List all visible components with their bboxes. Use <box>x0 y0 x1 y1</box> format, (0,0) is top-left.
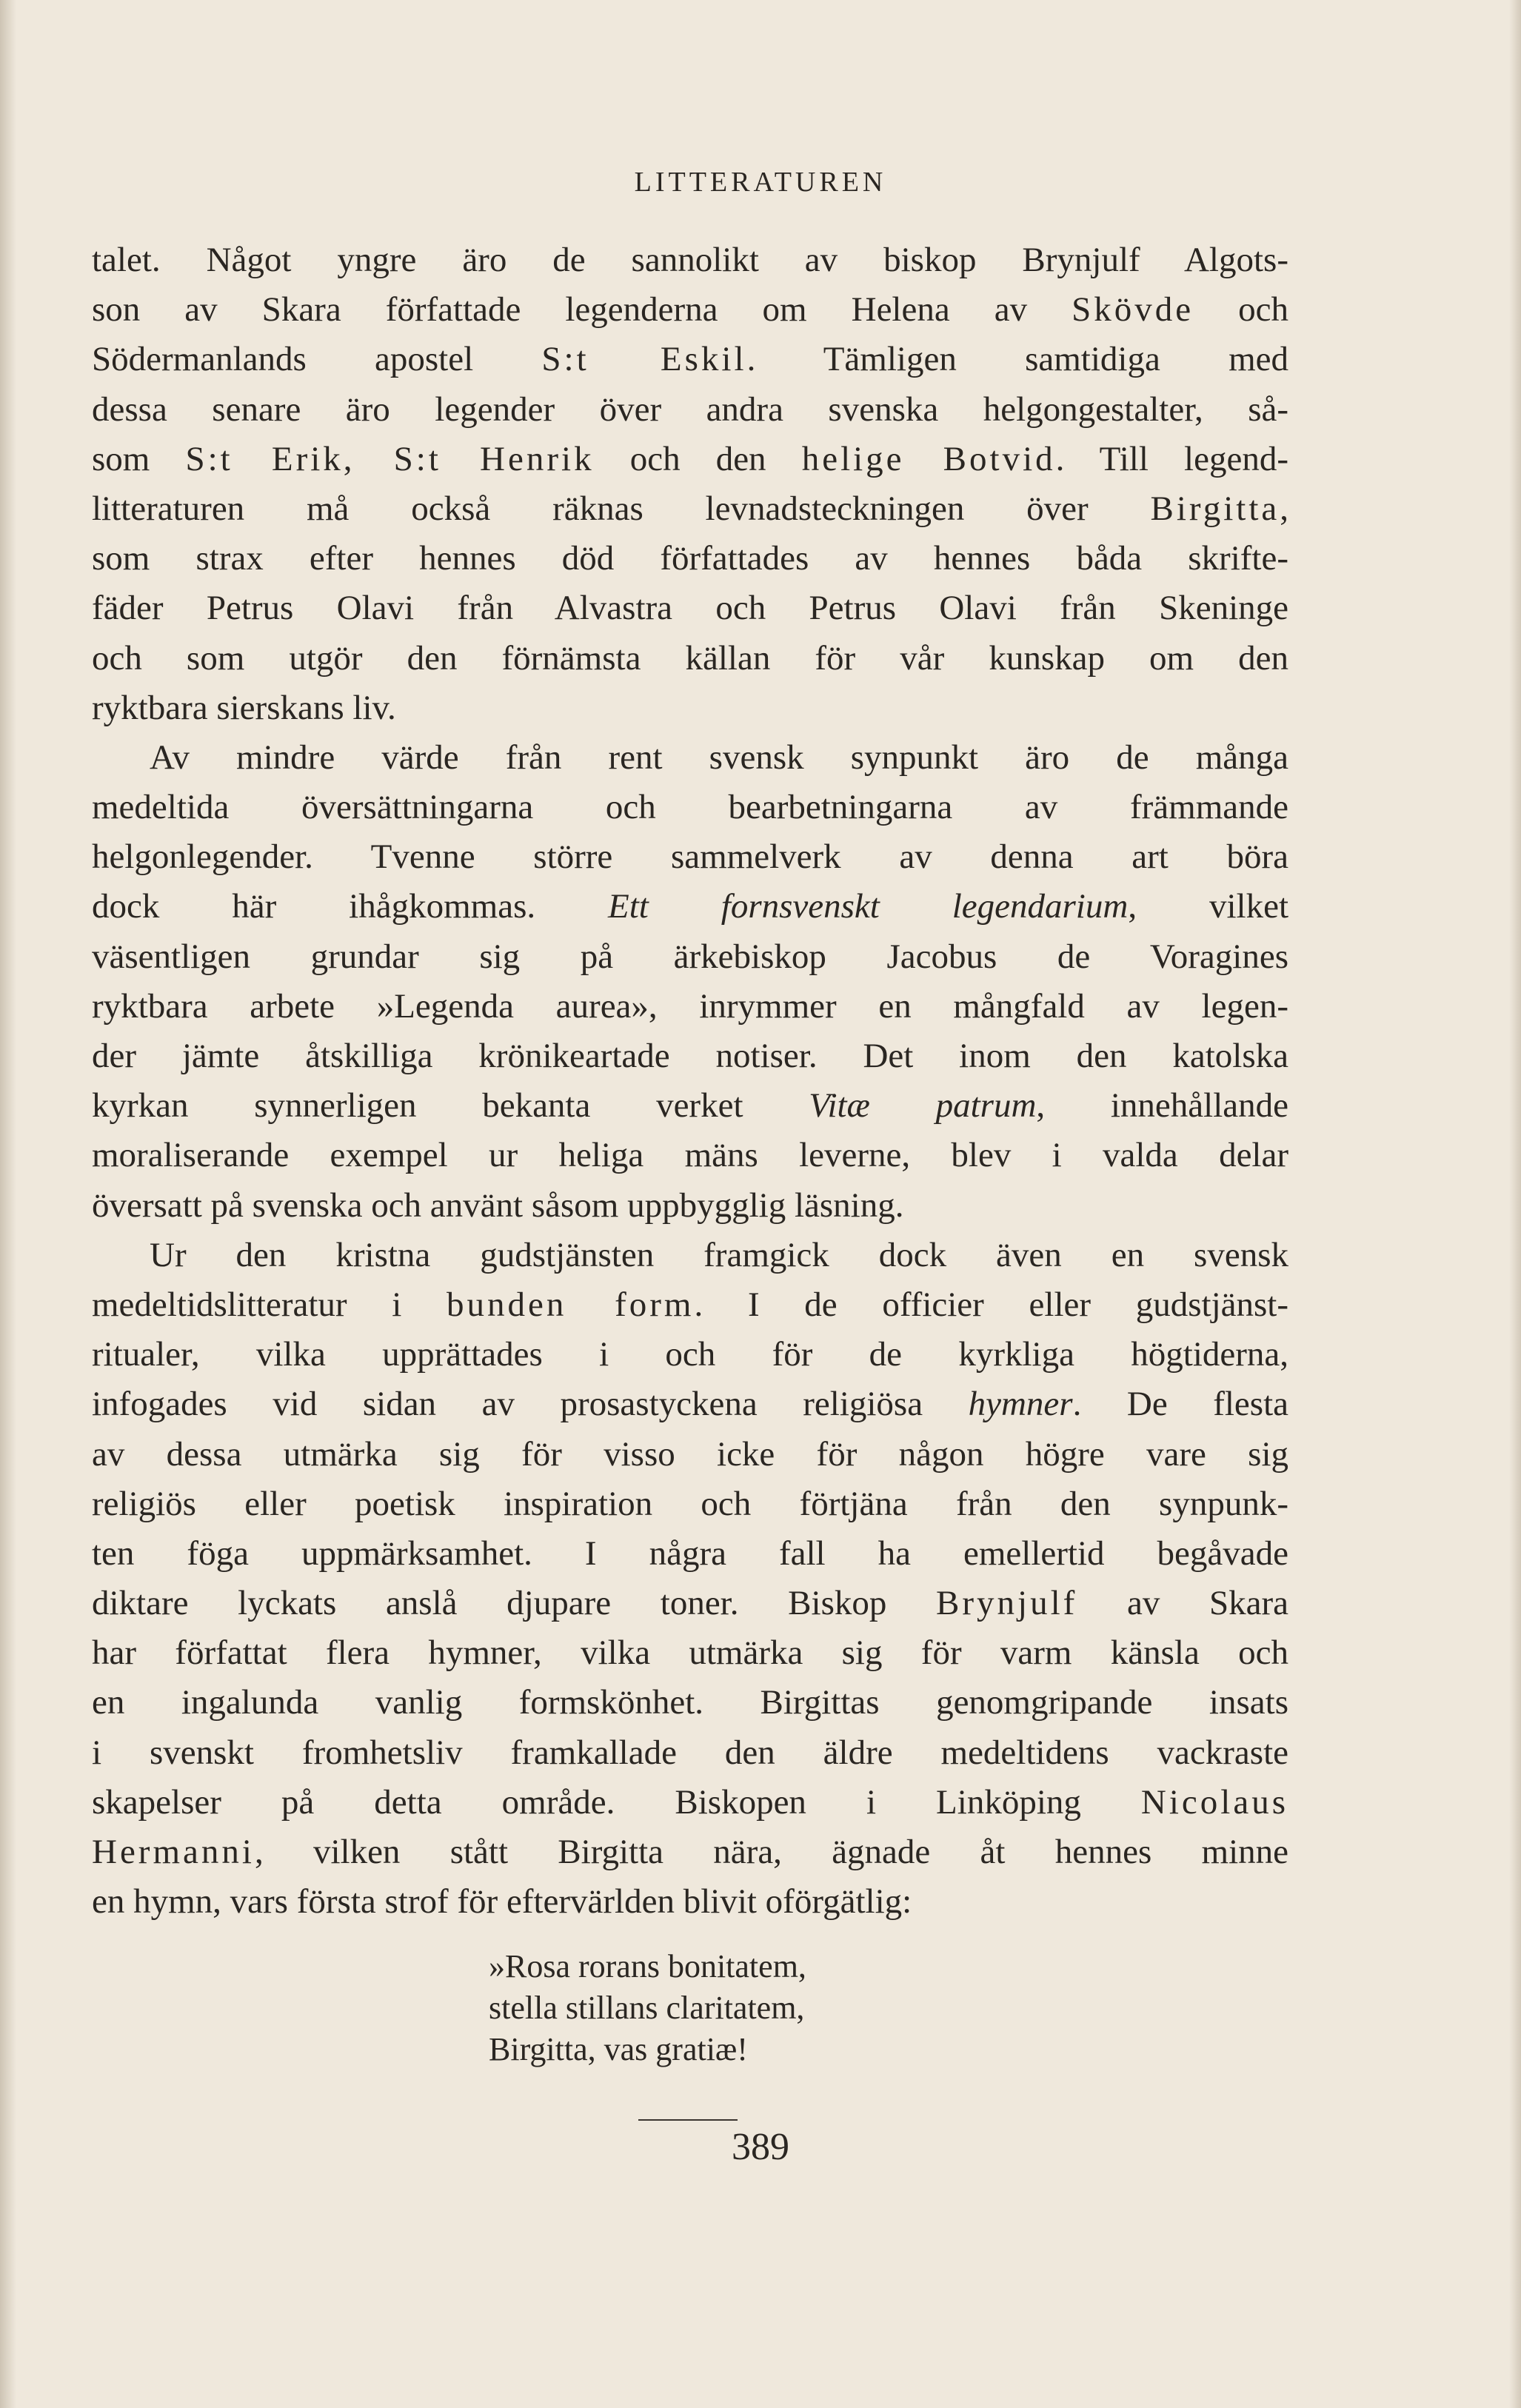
text-line <box>92 1529 1288 1579</box>
text-line <box>92 1081 1288 1131</box>
text-span: talet. Något yngre äro de sannolikt av biskop Brynjulf Algots- <box>92 241 1288 279</box>
hymn-verse <box>489 1946 806 2070</box>
verse-line: Birgitta, vas gratiæ! <box>489 2031 748 2067</box>
text-span: medeltidslitteratur i <box>92 1285 447 1324</box>
text-span: , <box>1280 489 1288 528</box>
text-span: diktare lyckats anslå djupare toner. Biskop <box>92 1584 937 1623</box>
spaced-name: S:t Eskil <box>541 340 747 379</box>
text-span: som strax efter hennes död författades av hennes båda skrifte- <box>92 539 1288 578</box>
text-span: översatt på svenska och använt såsom uppbygglig läsning. <box>92 1185 904 1225</box>
text-span: infogades vid sidan av prosastyckena religiösa <box>92 1385 969 1424</box>
text-span: och <box>1194 290 1288 330</box>
text-line <box>92 1031 1288 1081</box>
text-span: son av Skara författade legenderna om Helena av <box>92 290 1072 330</box>
text-span: ryktbara arbete »Legenda aurea», inrymmer en mångfald av legen- <box>92 986 1288 1026</box>
text-line <box>92 1330 1288 1379</box>
text-span: Södermanlands apostel <box>92 340 542 379</box>
spaced-name: Brynjulf <box>936 1584 1078 1623</box>
text-line <box>92 1379 1288 1429</box>
text-line <box>92 1827 1288 1877</box>
text-span: av Skara <box>1077 1584 1289 1623</box>
text-line <box>92 285 1288 335</box>
text-span: der jämte åtskilliga krönikeartade notiser. Det inom den katolska <box>92 1037 1288 1075</box>
text-line <box>92 634 1288 683</box>
spaced-name: helige Botvid <box>801 439 1056 478</box>
text-line <box>92 534 1288 583</box>
text-span: religiös eller poetisk inspiration och förtjäna från den synpunk- <box>92 1484 1288 1523</box>
text-line <box>92 1579 1288 1628</box>
text-line <box>92 1181 1288 1231</box>
spaced-name: Skövde <box>1072 290 1194 330</box>
text-span: kyrkan synnerligen bekanta verket <box>92 1086 809 1126</box>
text-span: , vilken stått Birgitta nära, ägnade åt hennes minne <box>254 1833 1288 1871</box>
text-span: av dessa utmärka sig för visso icke för någon högre vare sig <box>92 1434 1288 1474</box>
italic-title: hymner <box>968 1385 1073 1424</box>
text-span: har författat flera hymner, vilka utmärka sig för varm känsla och <box>92 1633 1288 1673</box>
text-span: en hymn, vars första strof för eftervärlden blivit oförgätlig: <box>92 1882 912 1922</box>
text-span: dock här ihågkommas. <box>92 887 609 926</box>
text-span: . De flesta <box>1072 1385 1288 1424</box>
text-span: dessa senare äro legender över andra svenska helgongestalter, så- <box>92 389 1288 429</box>
text-line <box>92 683 1288 733</box>
text-line <box>92 1280 1288 1330</box>
text-span: och som utgör den förnämsta källan för vår kunskap om den <box>92 638 1288 678</box>
text-line <box>92 982 1288 1031</box>
text-line <box>92 1628 1288 1678</box>
text-span: en ingalunda vanlig formskönhet. Birgittas genomgripande insats <box>92 1683 1288 1722</box>
text-line <box>92 1430 1288 1479</box>
text-line <box>92 832 1288 882</box>
text-line <box>92 1877 1288 1927</box>
text-line <box>92 1678 1288 1728</box>
italic-title: Ett fornsvenskt legendarium <box>608 887 1129 926</box>
text-span: . I de officier eller gudstjänst- <box>694 1285 1288 1324</box>
text-span: och den <box>594 439 802 478</box>
folio-rule <box>638 2119 738 2121</box>
page-number: 389 <box>732 2126 789 2168</box>
text-span: medeltida översättningarna och bearbetningarna av främmande <box>92 788 1288 827</box>
text-span: ritualer, vilka upprättades i och för de kyrkliga högtiderna, <box>92 1335 1288 1374</box>
text-line <box>92 484 1288 534</box>
text-line <box>92 583 1288 633</box>
text-line <box>92 335 1288 384</box>
text-line <box>92 1231 1288 1280</box>
text-span: , innehållande <box>1036 1086 1288 1126</box>
text-span: ten föga uppmärksamhet. I några fall ha emellertid begåvade <box>92 1534 1288 1573</box>
text-span: Av mindre värde från rent svensk synpunkt äro de många <box>150 738 1288 777</box>
text-line <box>92 882 1288 932</box>
text-line <box>92 1131 1288 1180</box>
text-line <box>92 235 1288 285</box>
text-line <box>92 783 1288 832</box>
text-line <box>92 733 1288 783</box>
text-span: som <box>92 439 186 478</box>
verse-line: stella stillans claritatem, <box>489 1990 805 2026</box>
verse-line: »Rosa rorans bonitatem, <box>489 1948 806 1984</box>
spaced-name: Birgitta <box>1150 489 1280 528</box>
spaced-name: bunden form <box>447 1285 695 1324</box>
text-span: fäder Petrus Olavi från Alvastra och Petrus Olavi från Skeninge <box>92 589 1288 628</box>
text-span: helgonlegender. Tvenne större sammelverk av denna art böra <box>92 837 1288 877</box>
text-span: skapelser på detta område. Biskopen i Linköping <box>92 1782 1141 1822</box>
text-line <box>92 1728 1288 1778</box>
spaced-name: S:t Erik, S:t Henrik <box>185 439 595 478</box>
text-line <box>92 435 1288 484</box>
text-span: , vilket <box>1128 887 1289 926</box>
text-line <box>92 385 1288 435</box>
running-head: LITTERATUREN <box>634 167 887 198</box>
page-edge-right <box>1509 0 1521 2408</box>
page-edge-left <box>0 0 16 2408</box>
text-span: . Till legend- <box>1055 439 1288 478</box>
text-span: i svenskt fromhetsliv framkallade den äldre medeltidens vackraste <box>92 1733 1288 1772</box>
spaced-name: Nicolaus <box>1140 1782 1288 1822</box>
body-text <box>92 235 1288 1927</box>
italic-title: Vitæ patrum <box>809 1086 1037 1126</box>
text-line <box>92 932 1288 982</box>
text-line <box>92 1479 1288 1529</box>
text-span: ryktbara sierskans liv. <box>92 688 396 727</box>
text-span: litteraturen må också räknas levnadsteckningen över <box>92 489 1151 528</box>
text-span: Ur den kristna gudstjänsten framgick dock även en svensk <box>150 1235 1288 1274</box>
text-span: . Tämligen samtidiga med <box>746 340 1288 379</box>
text-span: moraliserande exempel ur heliga mäns leverne, blev i valda delar <box>92 1136 1288 1175</box>
text-line <box>92 1778 1288 1827</box>
spaced-name: Hermanni <box>92 1833 255 1871</box>
text-span: väsentligen grundar sig på ärkebiskop Jacobus de Voragines <box>92 937 1288 976</box>
